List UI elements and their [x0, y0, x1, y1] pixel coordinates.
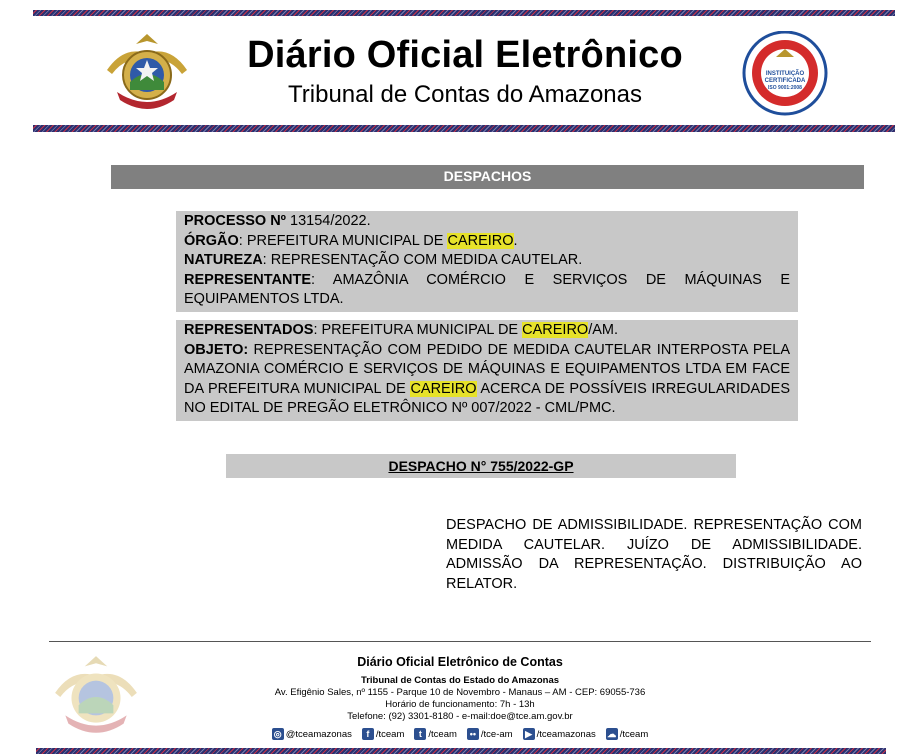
natureza-line: NATUREZA: REPRESENTAÇÃO COM MEDIDA CAUTELAR.: [184, 252, 583, 268]
svg-text:ISO 9001:2008: ISO 9001:2008: [768, 85, 802, 91]
social-link-flickr[interactable]: •• /tce-am: [467, 728, 513, 740]
objeto-line: OBJETO: REPRESENTAÇÃO COM PEDIDO DE MEDIDA CAUTELAR INTERPOSTA PELA AMAZONIA COMÉRCIO E SERVIÇOS DE MÁQUINAS E EQUIPAMENTOS LTDA EM FACE DA PREFEITURA MUNICIPAL DE CAREIRO ACERCA DE POSSÍVEIS IRREGULARIDADES NO EDITAL DE PREGÃO ELETRÔNICO Nº 007/2022 - CML/PMC.: [184, 341, 790, 416]
search-highlight: CAREIRO: [410, 380, 477, 397]
processo-line: PROCESSO Nº 13154/2022.: [184, 213, 371, 229]
youtube-icon: ▶: [523, 728, 535, 740]
soundcloud-icon: ☁: [607, 729, 617, 739]
header-stripe-bottom: [33, 125, 895, 132]
footer-contact: Telefone: (92) 3301-8180 - e-mail:doe@tce.am.gov.br: [347, 711, 573, 722]
search-highlight: CAREIRO: [522, 322, 589, 338]
social-link-youtube[interactable]: ▶ /tceamazonas: [523, 728, 596, 740]
search-highlight: CAREIRO: [447, 232, 514, 249]
footer-divider: [49, 641, 871, 642]
despacho-title-bar: [226, 454, 736, 478]
despacho-ementa: DESPACHO DE ADMISSIBILIDADE. REPRESENTAÇÃO COM MEDIDA CAUTELAR. JUÍZO DE ADMISSIBILIDADE. ADMISSÃO DA REPRESENTAÇÃO. DISTRIBUIÇÃO AO RELATOR.: [446, 517, 862, 592]
iso-certification-seal: [740, 31, 830, 116]
representados-line: REPRESENTADOS: PREFEITURA MUNICIPAL DE CAREIRO/AM.: [184, 322, 619, 338]
tce-coat-of-arms-logo: [102, 30, 192, 116]
flickr-icon: ••: [467, 728, 479, 740]
footer-hours: Horário de funcionamento: 7h - 13h: [385, 699, 535, 710]
footer-social-links: [220, 728, 700, 740]
process-object-box: [176, 320, 798, 421]
masthead-title: Diário Oficial Eletrônico: [247, 34, 683, 76]
social-link-soundcloud[interactable]: ☁ /tceam: [607, 728, 649, 740]
header-stripe-top: [33, 10, 895, 16]
process-info-box: [176, 211, 798, 312]
representante-line: REPRESENTANTE: AMAZÔNIA COMÉRCIO E SERVIÇOS DE MÁQUINAS E EQUIPAMENTOS LTDA.: [184, 271, 790, 307]
footer-org: Tribunal de Contas do Estado do Amazonas: [360, 675, 560, 686]
social-link-instagram[interactable]: ◎ @tceamazonas: [272, 728, 352, 740]
seal-text: INSTITUIÇÃO: [765, 71, 805, 77]
footer-stripe: [36, 748, 886, 754]
despacho-title: DESPACHO N° 755/2022-GP: [388, 458, 574, 474]
social-link-facebook[interactable]: f /tceam: [362, 728, 405, 740]
footer-coat-of-arms-logo: [50, 652, 142, 740]
twitter-icon: t: [414, 728, 426, 740]
footer: [220, 654, 700, 740]
section-title-bar: DESPACHOS: [111, 165, 864, 189]
facebook-icon: f: [362, 728, 374, 740]
svg-text:CERTIFICADA: CERTIFICADA: [764, 78, 806, 84]
footer-address: Av. Efigênio Sales, nº 1155 - Parque 10 de Novembro - Manaus – AM - CEP: 69055-736: [274, 687, 646, 698]
social-link-twitter[interactable]: t /tceam: [414, 728, 457, 740]
footer-title: Diário Oficial Eletrônico de Contas: [357, 655, 563, 669]
orgao-line: ÓRGÃO: PREFEITURA MUNICIPAL DE CAREIRO.: [184, 232, 518, 249]
instagram-icon: ◎: [272, 728, 284, 740]
masthead-subtitle: Tribunal de Contas do Amazonas: [288, 81, 642, 108]
